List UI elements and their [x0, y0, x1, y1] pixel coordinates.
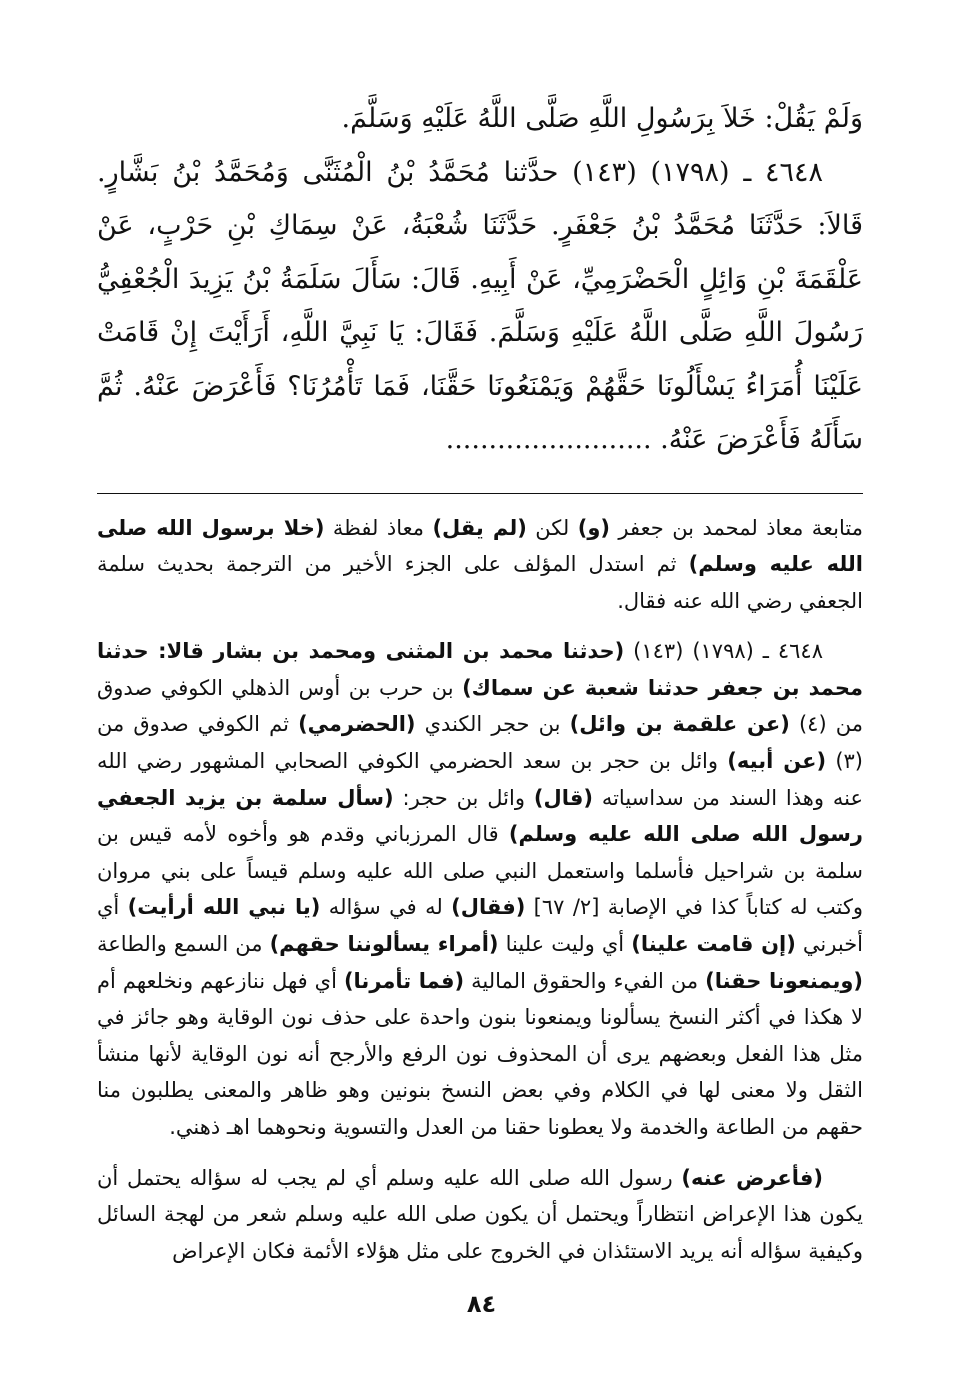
page-number: ٨٤ [466, 1290, 497, 1318]
commentary-text: أي فهل ننازعهم ونخلعهم أم لا هكذا في أكثر النسخ يسألونا ويمنعونا بنون واحدة على حذف نون الوقاية وهو جائز في مثل هذا الفعل وبعضهم يرى أن المحذوف نون الرفع والأرجح أنه نون الوقاية لأنها منشأ الثقل ولا معنى لها في الكلام وفي بعض النسخ بنونين وهو ظاهر والمعنى يطلبون منا حقهم من الطاعة والخدمة ولا يعطونا حقنا من العدل والتسوية ونحوهما اهـ ذهني. [97, 968, 863, 1139]
quoted-term: (قال) [533, 785, 593, 810]
commentary-text: له في سؤاله [320, 895, 452, 920]
hadith-intro-line: وَلَمْ يَقُلْ: خَلاَ بِرَسُولِ اللَّهِ صَلَّى اللَّهُ عَلَيْهِ وَسَلَّمَ. [341, 103, 863, 134]
commentary-text: وائل بن حجر بن سعد الحضرمي الكوفي الصحابي المشهور رضي الله عنه وهذا السند من سداسياته [97, 749, 863, 810]
commentary-text: ثم الكوفي صدوق من (٣) [97, 712, 863, 774]
quoted-term: (عن علقمة بن وائل) [569, 712, 790, 737]
quoted-term: (حدثنا محمد بن المثنى ومحمد بن بشار قالا: حدثنا محمد بن جعفر حدثنا شعبة عن سماك) [97, 639, 863, 700]
commentary-paragraph-3 [97, 1160, 863, 1270]
quoted-term: (ويمنعونا حقنا) [705, 968, 864, 993]
quoted-term: (سأل سلمة بن يزيد الجعفي رسول الله صلى الله عليه وسلم) [97, 785, 863, 847]
commentary-text: ثم استدل المؤلف على الجزء الأخير من الترجمة بحديث سلمة الجعفي رضي الله عنه فقال. [97, 552, 863, 613]
hadith-text-block [97, 92, 863, 467]
commentary-block [97, 510, 863, 1270]
quoted-term: (فما تأمرنا) [343, 968, 465, 993]
quoted-term: (يا نبي الله أرأيت) [127, 895, 321, 920]
quoted-term: (إن قامت علينا) [631, 932, 796, 957]
commentary-text: قال المرزباني وقدم هو وأخوه لأمه قيس بن سلمة بن شراحيل فأسلما واستعمل النبي صلى الله عليه وسلم قيساً على بني مروان وكتب له كتاباً كذا في الإصابة [٢/ ٦٧] [97, 822, 864, 920]
commentary-text: معاذ لفظة [324, 515, 433, 540]
footnote-separator [97, 493, 863, 494]
quoted-term: (لم يقل) [432, 515, 527, 540]
quoted-term: (أمراء يسألوننا حقهم) [269, 932, 499, 957]
commentary-text: بن حجر الكندي [415, 712, 570, 737]
commentary-text: رسول الله صلى الله عليه وسلم أي لم يجب له سؤاله يحتمل أن يكون هذا الإعراض انتظاراً ويحتمل أن يكون صلى الله عليه وسلم شعر من لهجة السائل وكيفية سؤاله أنه يريد الاستئذان في الخروج على مثل هؤلاء الأئمة فكان الإعراض [97, 1165, 863, 1263]
quoted-term: (عن أبيه) [727, 749, 827, 774]
commentary-text: من السمع والطاعة [97, 932, 270, 957]
quoted-term: (خلا برسول الله صلى الله عليه وسلم) [97, 515, 863, 577]
commentary-text: متابعة معاذ لمحمد بن جعفر [609, 515, 863, 540]
quoted-term: (فأعرض عنه) [681, 1165, 823, 1190]
commentary-text: وائل بن حجر: [393, 785, 534, 810]
commentary-text: بن حرب بن أوس الذهلي الكوفي صدوق من (٤) [97, 675, 863, 737]
commentary-paragraph-2 [97, 633, 863, 1145]
commentary-paragraph-1 [97, 510, 863, 620]
quoted-term: (فقال) [451, 895, 526, 920]
hadith-number: ٤٦٤٨ ـ (١٧٩٨) (١٤٣) [624, 639, 823, 664]
hadith-main-text: ٤٦٤٨ ـ (١٧٩٨) (١٤٣) حدَّثنا مُحَمَّدُ بْنُ الْمُثَنَّى وَمُحَمَّدُ بْنُ بَشَّارٍ. قَالاَ: حَدَّثَنَا مُحَمَّدُ بْنُ جَعْفَرٍ. حَدَّثَنَا شُعْبَةُ، عَنْ سِمَاكِ بْنِ حَرْبٍ، عَنْ عَلْقَمَةَ بْنِ وَائِلٍ الْحَضْرَمِيِّ، عَنْ أَبِيهِ. قَالَ: سَأَلَ سَلَمَةُ بْنُ يَزِيدَ الْجُعْفِيُّ رَسُولَ اللَّهِ صَلَّى اللَّهُ عَلَيْهِ وَسَلَّمَ. فَقَالَ: يَا نَبِيَّ اللَّهِ، أَرَأَيْتَ إِنْ قَامَتْ عَلَيْنَا أُمَرَاءُ يَسْأَلُونَا حَقَّهُمْ وَيَمْنَعُونَا حَقَّنَا، فَمَا تَأْمُرُنَا؟ فَأَعْرَضَ عَنْهُ. ثُمَّ سَأَلَهُ فَأَعْرَضَ عَنْهُ. ........................ [97, 156, 863, 455]
commentary-text: أي وليت علينا [498, 932, 632, 957]
commentary-text: أي أخبرني [97, 895, 864, 957]
quoted-term: (و) [577, 515, 610, 540]
commentary-text: من الفيء والحقوق المالية [464, 968, 706, 993]
commentary-text: لكن [526, 515, 578, 540]
quoted-term: (الحضرمي) [298, 712, 416, 737]
